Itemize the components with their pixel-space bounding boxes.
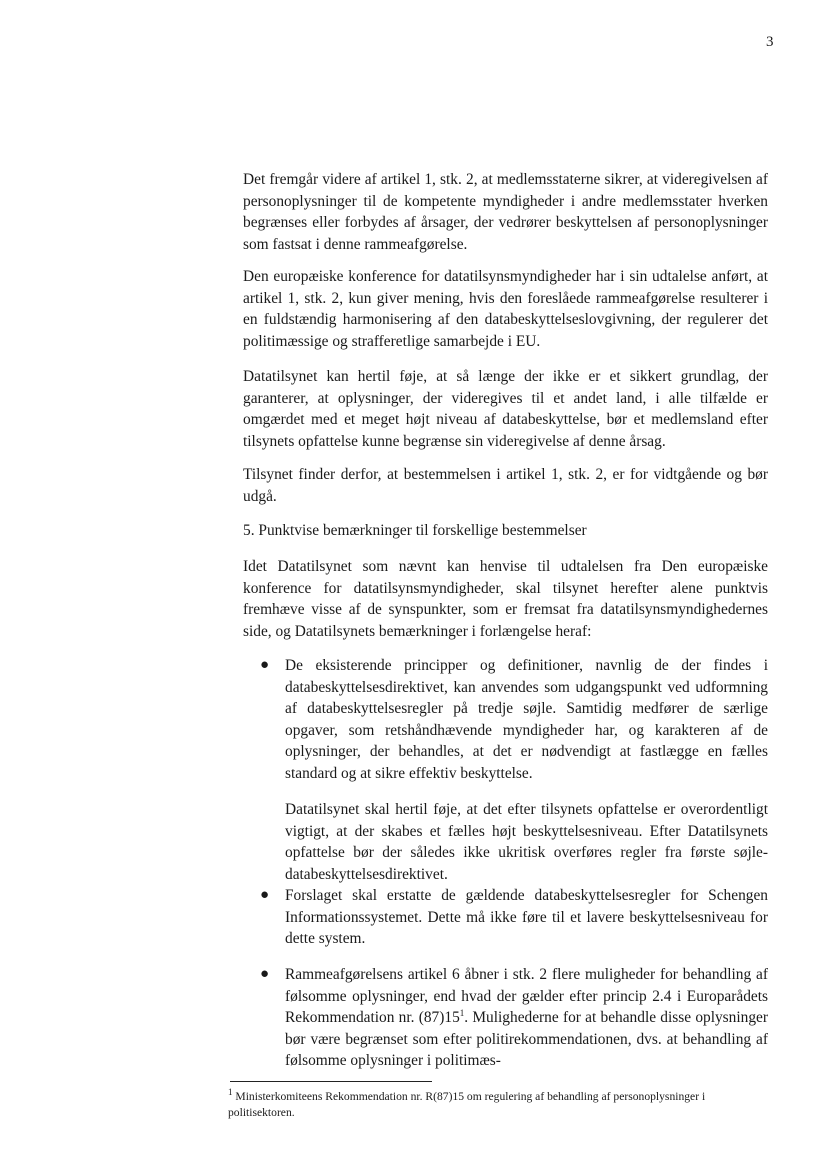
page-number: 3 <box>766 34 774 50</box>
footnote-ref: 1 <box>459 1007 465 1018</box>
bullet-list <box>255 885 768 950</box>
list-item <box>255 655 768 885</box>
footnote-text: Ministerkomiteens Rekommendation nr. R(87)15 om regulering af behandling af personoplysninger i politisektoren. <box>228 1090 706 1119</box>
footnote <box>228 1089 768 1121</box>
paragraph-5: Idet Datatilsynet som nævnt kan henvise til udtalelsen fra Den europæiske konference for datatilsynsmyndigheder, skal tilsynet herefter alene punktvis fremhæve visse af de synspunkter, som er fremsat fra datatilsynsmyndighedernes side, og Datatilsynets bemærkninger i forlængelse heraf: <box>243 558 768 640</box>
bullet-comment: Datatilsynet skal hertil føje, at det efter tilsynets opfattelse er overordentligt vigtigt, at der skabes et fælles højt beskyttelsesniveau. Efter Datatilsynets opfattelse bør der således ikke ukritisk overføres regler fra første søjle-databeskyttelsesdirektivet. <box>285 801 768 883</box>
list-item <box>255 964 768 1072</box>
bullet-text: Forslaget skal erstatte de gældende databeskyttelsesregler for Schengen Informationssystemet. Dette må ikke føre til et lavere beskyttelsesniveau for dette system. <box>285 887 768 947</box>
footnote-divider <box>230 1081 432 1082</box>
bullet-icon: ● <box>260 887 270 903</box>
section-heading: 5. Punktvise bemærkninger til forskellige bestemmelser <box>243 522 587 539</box>
paragraph-2: Den europæiske konference for datatilsynsmyndigheder har i sin udtalelse anført, at artikel 1, stk. 2, kun giver mening, hvis den foreslåede rammeafgørelse resulterer i en fuldstændig harmonisering af den databeskyttelseslovgivning, der regulerer det politimæssige og strafferetlige samarbejde i EU. <box>243 268 768 350</box>
bullet-icon: ● <box>260 966 270 982</box>
bullet-text: De eksisterende principper og definitioner, navnlig de der findes i databeskyttelsesdirektivet, kan anvendes som udgangspunkt ved udformning af databeskyttelsesregler på tredje søjle. Samtidig medfører de særlige opgaver, som retshåndhævende myndigheder har, og karakteren af de oplysninger, der behandles, at det er nødvendigt at fastlægge en fælles standard og at sikre effektiv beskyttelse. <box>285 657 768 782</box>
bullet-icon: ● <box>260 657 270 673</box>
footnote-number: 1 <box>228 1087 233 1098</box>
paragraph-1: Det fremgår videre af artikel 1, stk. 2, at medlemsstaterne sikrer, at videregivelsen af personoplysninger til de kompetente myndigheder i andre medlemsstater hverken begrænses eller forbydes af årsager, der vedrører beskyttelsen af personoplysninger som fastsat i denne rammeafgørelse. <box>243 171 768 253</box>
list-item <box>255 885 768 950</box>
paragraph-4: Tilsynet finder derfor, at bestemmelsen i artikel 1, stk. 2, er for vidtgående og bør udgå. <box>243 466 768 505</box>
bullet-text-before: Rammeafgørelsens artikel 6 åbner i stk. 2 flere muligheder for behandling af følsomme oplysninger, end hvad der gælder efter princip 2.4 i Europarådets Rekommendation nr. (87)15 <box>285 966 768 1026</box>
bullet-text-after: . Mulighederne for at behandle disse oplysninger bør være begrænset som efter politirekommendationen, dvs. at behandling af følsomme oplysninger i politimæs- <box>285 1009 768 1069</box>
bullet-list <box>255 964 768 1072</box>
bullet-list <box>255 655 768 885</box>
paragraph-3: Datatilsynet kan hertil føje, at så længe der ikke er et sikkert grundlag, der garanterer, at oplysninger, der videregives til et andet land, i alle tilfælde er omgærdet med et meget højt niveau af databeskyttelse, bør et medlemsland efter tilsynets opfattelse kunne begrænse sin videregivelse af denne årsag. <box>243 368 768 450</box>
bullet-text <box>285 964 768 1072</box>
